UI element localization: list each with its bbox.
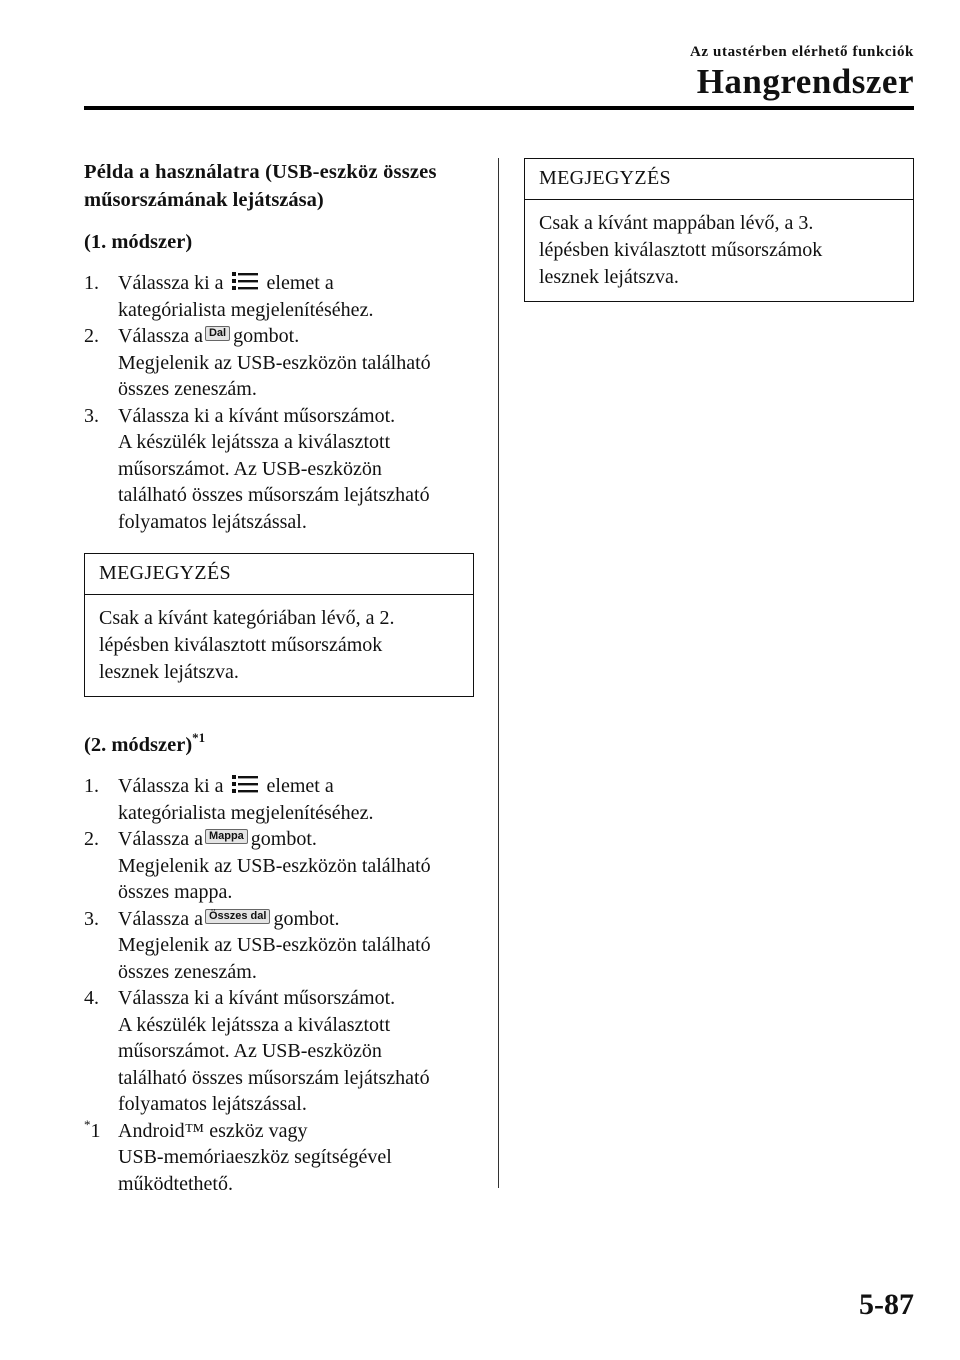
step-number: 2. bbox=[84, 828, 99, 850]
footnote-marker: *1 bbox=[192, 730, 206, 745]
section-title: Az utastérben elérhető funkciók bbox=[690, 44, 914, 60]
step-line bbox=[118, 773, 474, 800]
step-text: Válassza ki a bbox=[118, 775, 224, 797]
step-item bbox=[84, 985, 474, 1118]
method-2-title bbox=[84, 731, 474, 759]
osszes-dal-button: Összes dal bbox=[205, 909, 270, 924]
method-2-label: (2. módszer) bbox=[84, 734, 193, 756]
step-number: 1. bbox=[84, 775, 99, 797]
step-text: gombot. bbox=[233, 325, 300, 347]
heading-line: Példa a használatra (USB-eszköz összes bbox=[84, 161, 437, 183]
step-line: összes zeneszám. bbox=[118, 960, 257, 983]
step-text: elemet a bbox=[266, 775, 334, 797]
footnote-line: működtethető. bbox=[118, 1172, 233, 1195]
step-line: kategórialista megjelenítéséhez. bbox=[118, 801, 374, 824]
chapter-title: Hangrendszer bbox=[696, 62, 914, 101]
note-line: lesznek lejátszva. bbox=[539, 266, 679, 288]
column-divider bbox=[498, 158, 499, 1188]
footnote bbox=[84, 1118, 474, 1198]
step-text: gombot. bbox=[273, 907, 340, 930]
step-item bbox=[84, 323, 474, 403]
note-box bbox=[524, 158, 914, 302]
note-title: MEGJEGYZÉS bbox=[85, 554, 473, 595]
step-number: 3. bbox=[84, 907, 99, 930]
step-line: Megjelenik az USB-eszközön található bbox=[118, 934, 431, 956]
header-rule bbox=[84, 106, 914, 110]
footnote-mark bbox=[84, 1118, 101, 1145]
note-title: MEGJEGYZÉS bbox=[525, 159, 913, 200]
step-line bbox=[118, 906, 474, 933]
footnote-line: Android™ eszköz vagy bbox=[118, 1119, 308, 1142]
step-item bbox=[84, 826, 474, 906]
step-item bbox=[84, 906, 474, 986]
note-body bbox=[525, 200, 913, 301]
dal-button: Dal bbox=[205, 326, 230, 341]
step-line bbox=[118, 826, 474, 853]
step-item bbox=[84, 403, 474, 536]
step-text: Válassza a bbox=[118, 828, 203, 850]
step-line: folyamatos lejátszással. bbox=[118, 510, 307, 533]
heading-line: műsorszámának lejátszása) bbox=[84, 189, 324, 211]
step-number: 3. bbox=[84, 404, 99, 427]
step-text: Válassza a bbox=[118, 325, 203, 347]
step-line: folyamatos lejátszással. bbox=[118, 1093, 307, 1115]
mappa-button: Mappa bbox=[205, 829, 248, 844]
step-text: gombot. bbox=[250, 828, 317, 850]
step-line: műsorszámot. Az USB-eszközön bbox=[118, 1040, 382, 1062]
step-line: kategórialista megjelenítéséhez. bbox=[118, 298, 374, 321]
note-line: lesznek lejátszva. bbox=[99, 661, 239, 683]
note-body bbox=[85, 595, 473, 696]
step-text: Válassza a bbox=[118, 907, 203, 930]
step-line: A készülék lejátssza a kiválasztott bbox=[118, 431, 391, 453]
step-line: A készülék lejátssza a kiválasztott bbox=[118, 1013, 391, 1036]
note-line: lépésben kiválasztott műsorszámok bbox=[539, 239, 823, 261]
step-line bbox=[118, 323, 474, 350]
step-item bbox=[84, 773, 474, 826]
step-text: Válassza ki a bbox=[118, 272, 224, 294]
note-line: Csak a kívánt mappában lévő, a 3. bbox=[539, 212, 814, 234]
step-line: található összes műsorszám lejátszható bbox=[118, 484, 430, 506]
right-column bbox=[524, 158, 914, 302]
footnote-number: 1 bbox=[90, 1119, 101, 1142]
step-line: Megjelenik az USB-eszközön található bbox=[118, 351, 431, 374]
step-number: 1. bbox=[84, 272, 99, 294]
step-line: összes mappa. bbox=[118, 881, 233, 903]
footnote-line: USB-memóriaeszköz segítségével bbox=[118, 1146, 392, 1168]
list-icon bbox=[232, 774, 258, 794]
step-line: Válassza ki a kívánt műsorszámot. bbox=[118, 987, 396, 1009]
note-box bbox=[84, 553, 474, 697]
step-line: található összes műsorszám lejátszható bbox=[118, 1066, 430, 1089]
step-line: műsorszámot. Az USB-eszközön bbox=[118, 457, 382, 480]
step-number: 2. bbox=[84, 325, 99, 347]
step-number: 4. bbox=[84, 987, 99, 1009]
list-icon bbox=[232, 271, 258, 291]
page-number: 5-87 bbox=[859, 1288, 914, 1321]
step-line: összes zeneszám. bbox=[118, 378, 257, 400]
left-column bbox=[84, 158, 474, 1197]
step-line: Válassza ki a kívánt műsorszámot. bbox=[118, 404, 396, 427]
footnote-asterisk: * bbox=[84, 1116, 91, 1132]
usage-example-heading bbox=[84, 158, 474, 214]
note-line: Csak a kívánt kategóriában lévő, a 2. bbox=[99, 607, 395, 629]
step-text: elemet a bbox=[266, 272, 334, 294]
step-item bbox=[84, 270, 474, 323]
step-line bbox=[118, 270, 474, 297]
method-1-title: (1. módszer) bbox=[84, 231, 193, 253]
step-line: Megjelenik az USB-eszközön található bbox=[118, 854, 431, 877]
note-line: lépésben kiválasztott műsorszámok bbox=[99, 634, 383, 656]
